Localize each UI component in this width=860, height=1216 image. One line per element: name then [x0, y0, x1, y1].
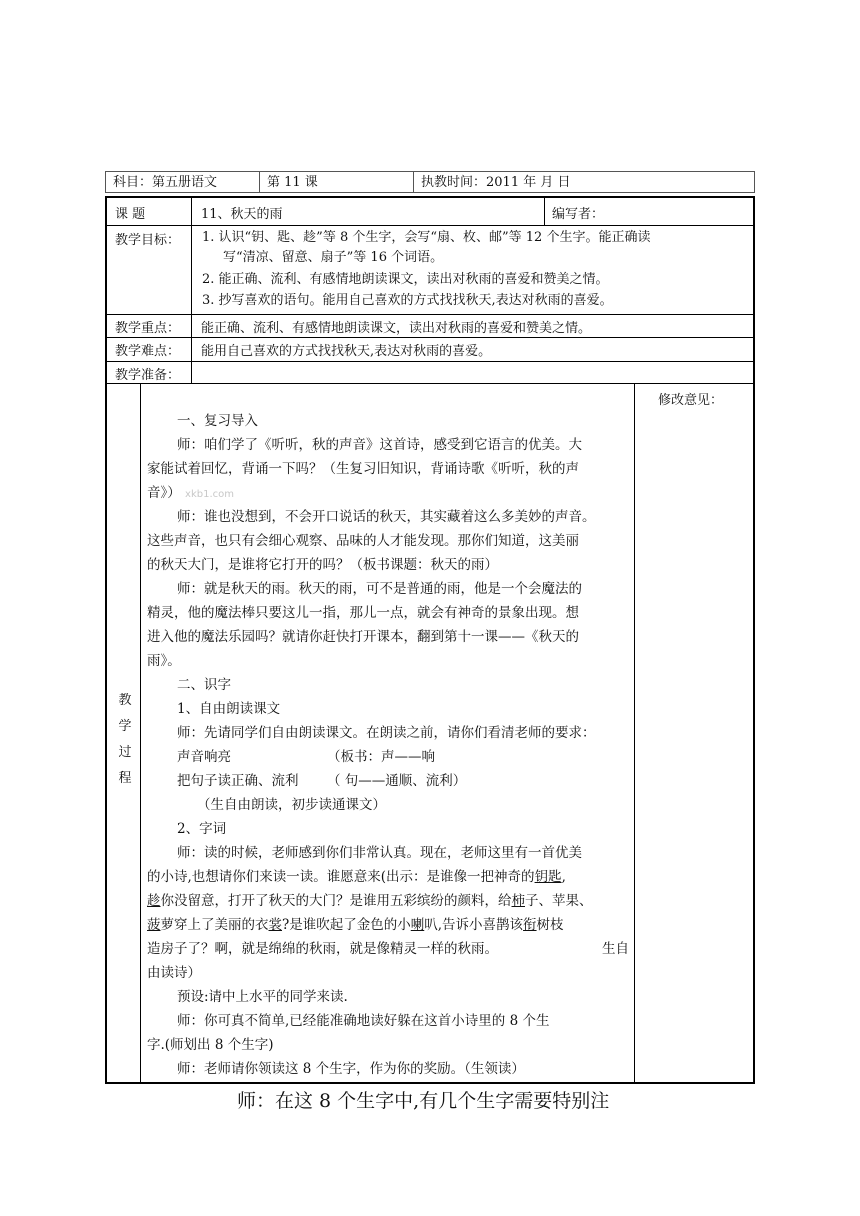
process-line: 音》） xkb1.com — [147, 485, 235, 501]
topic-value: 11、秋天的雨 — [201, 207, 283, 222]
process-line: 家能试着回忆，背诵一下吗？（生复习旧知识，背诵诗歌《听听，秋的声 — [147, 461, 579, 477]
process-line-large: 师：在这 8 个生字中,有几个生字需要特别注 — [237, 1090, 610, 1112]
process-line: （ 句——通顺、流利） — [327, 773, 467, 789]
process-line: 生自 — [602, 941, 629, 957]
process-line: 二、识字 — [177, 677, 231, 693]
goal-line-1: 1. 认识“钥、匙、趁”等 8 个生字，会写“扇、枚、邮”等 12 个生字。能正确读 — [202, 230, 651, 245]
process-line: 精灵，他的魔法棒只要这儿一指，那儿一点，就会有神奇的景象出现。想 — [147, 605, 579, 621]
header-time: 执教时间：2011 年 月 日 — [421, 175, 571, 190]
difficulties-value: 能用自己喜欢的方式找找秋天,表达对秋雨的喜爱。 — [201, 344, 492, 359]
process-line: 的小诗,也想请你们来读一读。谁愿意来(出示：是谁像一把神奇的钥匙, — [147, 869, 566, 885]
process-line: （板书：声——响 — [327, 749, 435, 765]
process-line: 一、复习导入 — [177, 413, 258, 429]
goals-label: 教学目标： — [115, 233, 181, 248]
process-line: 师：谁也没想到，不会开口说话的秋天，其实藏着这么多美妙的声音。 — [177, 509, 596, 525]
process-line: 由读诗） — [147, 965, 201, 981]
goals-row — [107, 225, 753, 315]
lesson-plan-table — [105, 196, 755, 1112]
process-line: 雨》。 — [147, 653, 181, 669]
author-label: 编写者： — [552, 207, 605, 222]
process-line: 1、自由朗读课文 — [177, 701, 281, 717]
process-line: 师：读的时候，老师感到你们非常认真。现在，老师这里有一首优美 — [177, 845, 582, 861]
header-strip — [105, 171, 755, 193]
process-line: （生自由朗读，初步读通课文） — [197, 797, 386, 813]
topic-label: 课 题 — [115, 207, 146, 222]
revision-label: 修改意见： — [658, 393, 724, 408]
process-line: 2、字词 — [177, 821, 227, 837]
process-line: 师：你可真不简单,已经能准确地读好躲在这首小诗里的 8 个生 — [177, 1013, 550, 1029]
process-line: 趁你没留意，打开了秋天的大门？是谁用五彩缤纷的颜料，给柿子、苹果、 — [147, 893, 593, 909]
process-line: 菠萝穿上了美丽的衣裳?是谁吹起了金色的小喇叭,告诉小喜鹊该衔树枝 — [147, 917, 564, 933]
preparation-label: 教学准备： — [115, 368, 181, 383]
label-divider — [191, 198, 192, 384]
process-line: 这些声音，也只有会细心观察、品味的人才能发现。那你们知道，这美丽 — [147, 533, 579, 549]
goal-line-2: 写“清凉、留意、扇子”等 16 个词语。 — [223, 250, 444, 265]
key-points-value: 能正确、流利、有感情地朗读课文，读出对秋雨的喜爱和赞美之情。 — [201, 321, 592, 336]
difficulties-row — [107, 337, 753, 362]
process-line: 师：咱们学了《听听，秋的声音》这首诗，感受到它语言的优美。大 — [177, 437, 582, 453]
process-line: 师：先请同学们自由朗读课文。在朗读之前，请你们看清老师的要求： — [177, 725, 596, 741]
topic-row — [107, 198, 753, 226]
watermark: xkb1.com — [185, 489, 235, 500]
header-subject: 科目：第五册语文 — [106, 172, 260, 192]
process-line: 造房子了？啊，就是绵绵的秋雨，就是像精灵一样的秋雨。 — [147, 941, 498, 957]
process-line: 师：就是秋天的雨。秋天的雨，可不是普通的雨，他是一个会魔法的 — [177, 581, 582, 597]
process-line: 字.(师划出 8 个生字) — [147, 1037, 274, 1053]
process-side-label: 教 学 过 程 — [118, 693, 132, 786]
goal-line-4: 3. 抄写喜欢的语句。能用自己喜欢的方式找找秋天,表达对秋雨的喜爱。 — [202, 293, 613, 308]
process-line: 声音响亮 — [177, 749, 231, 765]
preparation-row — [107, 361, 753, 384]
process-side-divider — [140, 384, 141, 1084]
author-divider — [544, 198, 545, 225]
process-line: 预设:请中上水平的同学来读. — [177, 989, 348, 1005]
goal-line-3: 2. 能正确、流利、有感情地朗读课文，读出对秋雨的喜爱和赞美之情。 — [202, 272, 609, 287]
process-body — [147, 384, 635, 1112]
header-lesson: 第 11 课 — [260, 172, 414, 192]
difficulties-label: 教学难点： — [115, 344, 181, 359]
process-line: 师：老师请你领读这 8 个生字，作为你的奖励。（生领读） — [177, 1061, 525, 1077]
process-line: 进入他的魔法乐园吗？就请你赶快打开课本，翻到第十一课——《秋天的 — [147, 629, 579, 645]
process-line: 的秋天大门，是谁将它打开的吗？（板书课题：秋天的雨） — [147, 557, 498, 573]
key-points-label: 教学重点： — [115, 321, 181, 336]
key-points-row — [107, 314, 753, 338]
process-line: 把句子读正确、流利 — [177, 773, 299, 789]
